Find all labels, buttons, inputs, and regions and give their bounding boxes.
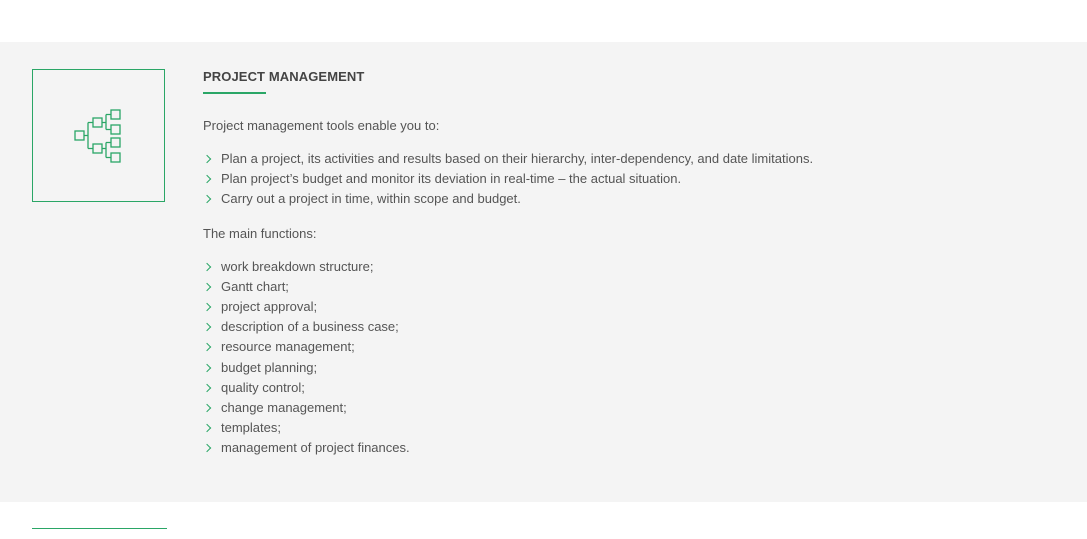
intro-text: Project management tools enable you to: bbox=[203, 118, 440, 133]
list-item: description of a business case; bbox=[203, 319, 1053, 339]
list-item: Plan project’s budget and monitor its deviation in real-time – the actual situation. bbox=[203, 171, 1053, 191]
list-item: work breakdown structure; bbox=[203, 259, 1053, 279]
list-item: Carry out a project in time, within scope and budget. bbox=[203, 191, 1053, 211]
section-content bbox=[203, 69, 1053, 460]
list-item: budget planning; bbox=[203, 360, 1053, 380]
chevron-right-icon bbox=[203, 404, 211, 412]
title-underline bbox=[203, 92, 266, 94]
project-management-section bbox=[0, 42, 1087, 502]
list-item: Gantt chart; bbox=[203, 279, 1053, 299]
list-item: change management; bbox=[203, 400, 1053, 420]
benefits-list bbox=[203, 151, 1053, 212]
next-section-icon-box bbox=[32, 528, 167, 539]
chevron-right-icon bbox=[203, 323, 211, 331]
chevron-right-icon bbox=[203, 424, 211, 432]
chevron-right-icon bbox=[203, 175, 211, 183]
chevron-right-icon bbox=[203, 155, 211, 163]
list-item: resource management; bbox=[203, 339, 1053, 359]
section-title: PROJECT MANAGEMENT bbox=[203, 69, 365, 84]
chevron-right-icon bbox=[203, 195, 211, 203]
functions-heading: The main functions: bbox=[203, 225, 317, 241]
list-item: templates; bbox=[203, 420, 1053, 440]
functions-list bbox=[203, 259, 1053, 461]
list-item: management of project finances. bbox=[203, 440, 1053, 460]
chevron-right-icon bbox=[203, 444, 211, 452]
list-item: Plan a project, its activities and results based on their hierarchy, inter-dependency, and date limitations. bbox=[203, 151, 1053, 171]
chevron-right-icon bbox=[203, 303, 211, 311]
hierarchy-tree-icon bbox=[71, 107, 127, 167]
chevron-right-icon bbox=[203, 283, 211, 291]
list-item: quality control; bbox=[203, 380, 1053, 400]
list-item: project approval; bbox=[203, 299, 1053, 319]
feature-icon-box bbox=[32, 69, 165, 202]
chevron-right-icon bbox=[203, 383, 211, 391]
chevron-right-icon bbox=[203, 262, 211, 270]
chevron-right-icon bbox=[203, 363, 211, 371]
chevron-right-icon bbox=[203, 343, 211, 351]
